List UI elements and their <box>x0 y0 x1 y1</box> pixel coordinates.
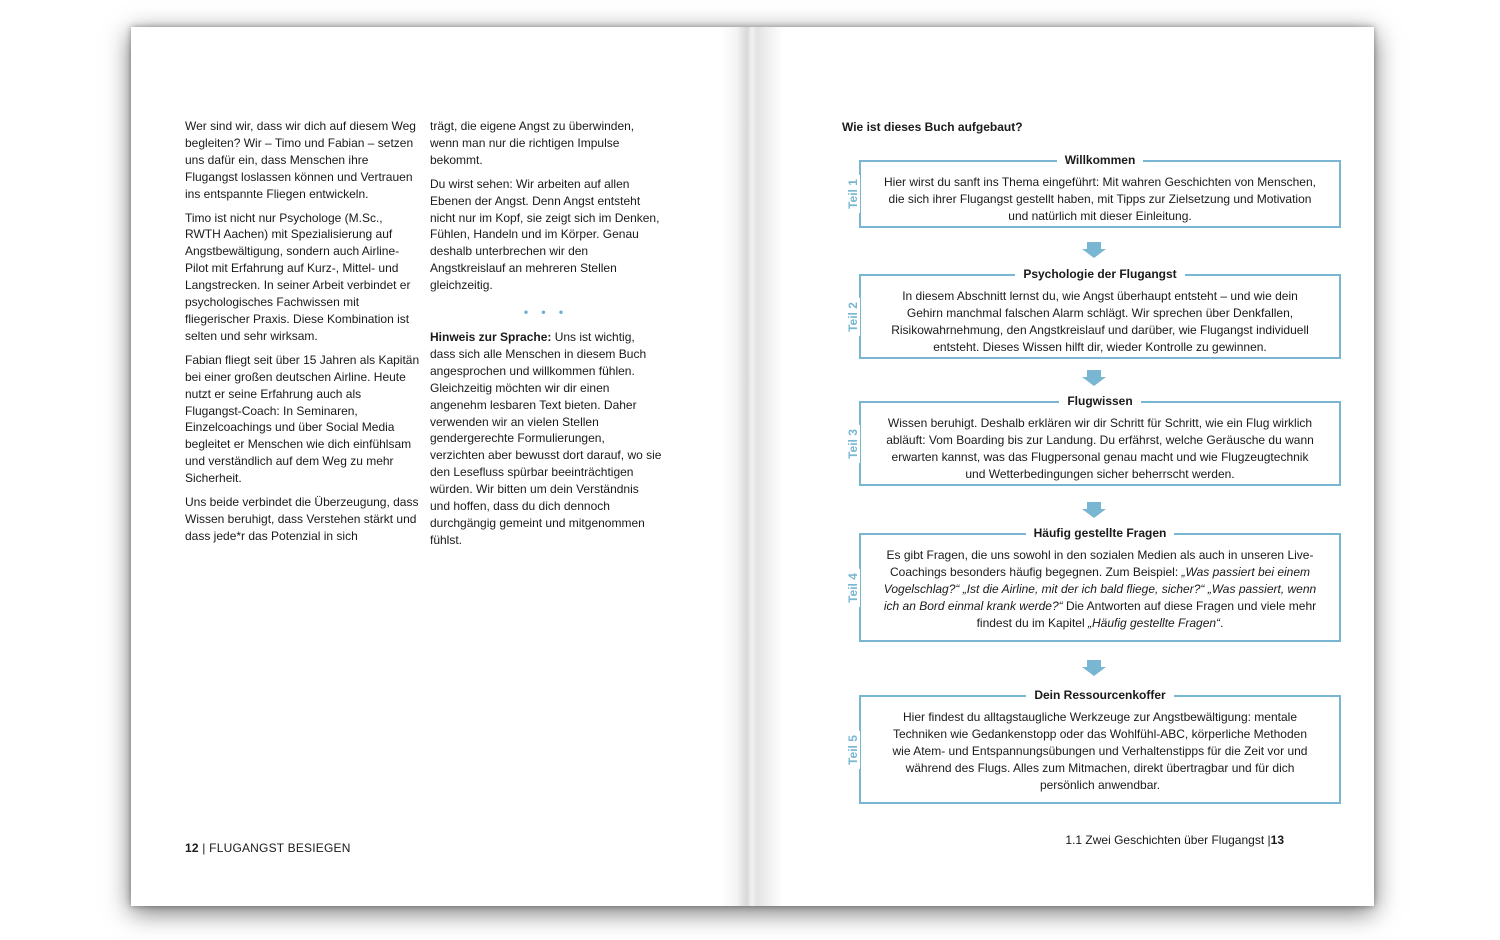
down-arrow-icon <box>1082 370 1106 386</box>
note-label: Hinweis zur Sprache: <box>430 329 552 344</box>
paragraph: trägt, die eigene Angst zu überwinden, wenn man nur die richtigen Impulse bekommt. <box>430 119 635 167</box>
footer-separator: | <box>1267 833 1271 847</box>
paragraph: Timo ist nicht nur Psychologe (M.Sc., RWTH Aachen) mit Spezialisierung auf Angstbewältigung, sondern auch Airline-Pilot mit Erfahrung auf Kurz-, Mittel- und Langstrecken. In seiner Arbeit verbindet er psychologisches Fachwissen mit fliegerischer Praxis. Diese Kombination ist selten und sehr wirksam. <box>185 210 411 343</box>
left-column-1 <box>185 118 421 552</box>
text-run: Die Antworten auf diese Fragen und viele mehr findest du im Kapitel <box>976 598 1317 630</box>
teil-label: Teil 3 <box>846 425 860 463</box>
running-title: FLUGANGST BESIEGEN <box>209 841 351 855</box>
down-arrow-icon <box>1082 242 1106 258</box>
teil-label: Teil 1 <box>846 175 860 213</box>
left-page <box>131 27 752 906</box>
separator-dots: • • • <box>523 305 569 320</box>
running-title: 1.1 Zwei Geschichten über Flugangst <box>1065 833 1265 847</box>
section-title: Häufig gestellte Fragen <box>1026 526 1175 540</box>
text-run: Es gibt Fragen, die uns sowohl in den sozialen Medien als auch in unseren Live-Coachings besonders häufig begegnen. Zum Beispiel: <box>886 548 1314 579</box>
section-title: Dein Ressourcenkoffer <box>1026 688 1173 702</box>
page-number: 12 <box>185 841 199 855</box>
section-teil-3 <box>846 394 1341 486</box>
teil-label: Teil 4 <box>846 569 860 607</box>
section-text: Hier wirst du sanft ins Thema eingeführt: Mit wahren Geschichten von Menschen, die sich ihrer Flugangst gestellt haben, mit Tipps zur Zielsetzung und Motivation und natürlich mit dieser Einleitung. <box>884 175 1316 223</box>
section-text: Wissen beruhigt. Deshalb erklären wir dir Schritt für Schritt, wie ein Flug wirklich abläuft: Vom Boarding bis zur Landung. Du erfährst, welche Geräusche du wann erwarten kannst, was das Flugpersonal genau macht und wie Flugzeugtechnik und Wetterbedingungen sicher beherrscht werden. <box>886 416 1314 481</box>
paragraph: Du wirst sehen: Wir arbeiten auf allen Ebenen der Angst. Denn Angst entsteht nicht nur im Kopf, sie zeigt sich im Denken, Fühlen, Handeln und im Körper. Genau deshalb unterbrechen wir den Angstkreislauf an mehreren Stellen gleichzeitig. <box>430 176 660 293</box>
text-run: . <box>1220 615 1224 630</box>
paragraph: Fabian fliegt seit über 15 Jahren als Kapitän bei einer großen deutschen Airline. Heute nutzt er seine Erfahrung auch als Flugangst-Coach: In Seminaren, Einzelcoachings und über Social Media begleitet er Menschen wie dich einfühlsam und verständlich auf dem Weg zu mehr Sicherheit. <box>185 352 420 486</box>
paragraph: Wer sind wir, dass wir dich auf diesem Weg begleiten? Wir – Timo und Fabian – setzen uns dafür ein, dass Menschen ihre Flugangst loslassen können und Vertrauen ins entspannte Fliegen entwickeln. <box>185 119 416 201</box>
down-arrow-icon <box>1082 502 1106 518</box>
section-teil-5 <box>846 688 1341 804</box>
section-teil-4 <box>846 526 1341 642</box>
book-gutter <box>721 27 783 906</box>
section-text: In diesem Abschnitt lernst du, wie Angst überhaupt entsteht – und wie dein Gehirn manchmal falschen Alarm schlägt. Wir sprechen über Denkfallen, Risikowahrnehmung, den Angstkreislauf und darüber, wie Flugangst individuell entsteht. Dieses Wissen hilft dir, wieder Kontrolle zu gewinnen. <box>891 289 1309 354</box>
section-teil-2 <box>846 267 1341 359</box>
down-arrow-icon <box>1082 660 1106 676</box>
section-text: Hier findest du alltagstaugliche Werkzeuge zur Angstbewältigung: mentale Techniken wie Gedankenstopp oder das Wohlfühl-ABC, körperliche Methoden wie Atem- und Entspannungsübungen und Verhaltenstipps für die Zeit vor und während des Flugs. Alles zum Mitmachen, direkt übertragbar und für dich persönlich anwendbar. <box>892 710 1308 792</box>
text-run-italic: „Häufig gestellte Fragen“ <box>1087 615 1221 630</box>
note-text: Uns ist wichtig, dass sich alle Menschen in diesem Buch angesprochen und willkommen fühlen. Gleichzeitig möchten wir dir einen angenehm lesbaren Text bieten. Daher verwenden wir an vielen Stellen gendergerechte Formulierungen, verzichten aber bewusst dort darauf, wo sie den Lesefluss spürbar beeinträchtigen würden. Wir bitten um dein Verständnis und hoffen, dass du dich dennoch durchgängig gemeint und mitgenommen fühlst. <box>430 329 662 547</box>
section-title: Flugwissen <box>1059 394 1140 408</box>
right-page-footer <box>1065 833 1284 847</box>
section-title: Psychologie der Flugangst <box>1015 267 1184 281</box>
left-column-2 <box>430 118 662 556</box>
section-teil-1 <box>846 153 1341 228</box>
teil-label: Teil 5 <box>846 731 860 769</box>
teil-label: Teil 2 <box>846 298 860 336</box>
section-title: Willkommen <box>1057 153 1144 167</box>
page-heading: Wie ist dieses Buch aufgebaut? <box>842 120 1023 134</box>
paragraph: Uns beide verbindet die Überzeugung, dass Wissen beruhigt, dass Verstehen stärkt und dass jede*r das Potenzial in sich <box>185 495 419 543</box>
left-page-footer <box>185 841 351 855</box>
language-note <box>430 329 662 549</box>
text-run-italic: „Was passiert bei einem Vogelschlag?“ „Ist die Airline, mit der ich bald fliege, sicher?“ „Was passiert, wenn ich an Bord einmal krank werde?“ <box>883 564 1317 613</box>
open-book <box>131 27 1374 906</box>
right-page <box>752 27 1374 906</box>
page-number: 13 <box>1270 833 1284 847</box>
footer-separator: | <box>202 841 206 855</box>
section-text <box>861 535 1339 636</box>
